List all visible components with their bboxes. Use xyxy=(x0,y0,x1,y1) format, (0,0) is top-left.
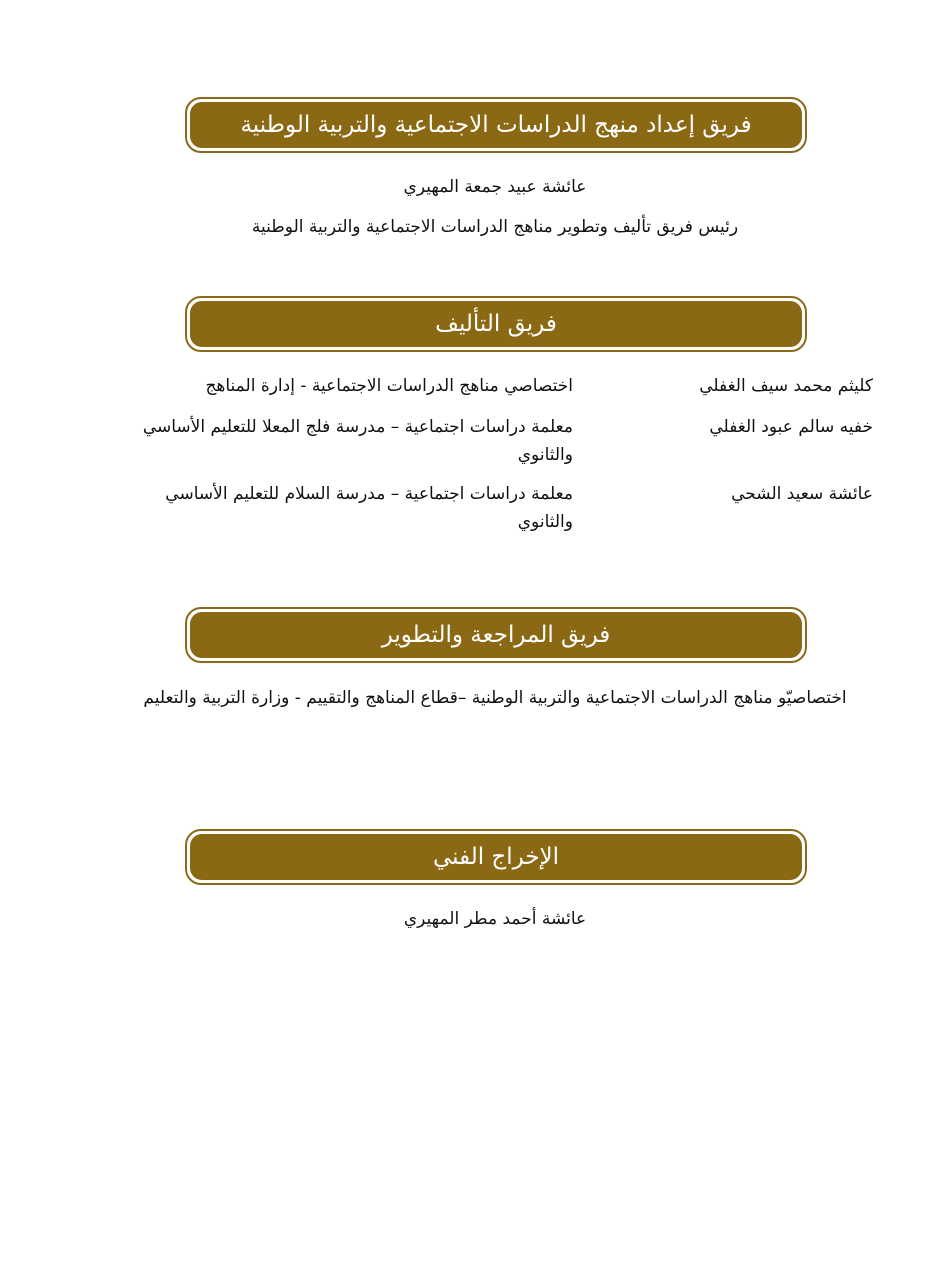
authoring-team-title: فريق التأليف xyxy=(190,301,802,347)
author-role: معلمة دراسات اجتماعية – مدرسة فلج المعلا للتعليم الأساسي والثانوي xyxy=(142,417,573,465)
author-role: اختصاصي مناهج الدراسات الاجتماعية - إدارة المناهج xyxy=(205,376,573,396)
review-team-text: اختصاصيّو مناهج الدراسات الاجتماعية والتربية الوطنية –قطاع المناهج والتقييم - وزارة التربية والتعليم xyxy=(143,688,847,708)
author-name: خفيه سالم عبود الغفلي xyxy=(709,417,873,437)
team-lead-role: رئيس فريق تأليف وتطوير مناهج الدراسات الاجتماعية والتربية الوطنية xyxy=(251,217,739,237)
technical-production-name: عائشة أحمد مطر المهيري xyxy=(403,909,587,929)
technical-production-title: الإخراج الفني xyxy=(190,834,802,880)
team-lead-name: عائشة عبيد جمعة المهيري xyxy=(403,177,587,197)
review-team-banner xyxy=(185,607,807,663)
authoring-team-banner xyxy=(185,296,807,352)
curriculum-team-banner xyxy=(185,97,807,153)
curriculum-team-title: فريق إعداد منهج الدراسات الاجتماعية والتربية الوطنية xyxy=(190,102,802,148)
author-name: كليثم محمد سيف الغفلي xyxy=(699,376,873,396)
technical-production-banner xyxy=(185,829,807,885)
author-role: معلمة دراسات اجتماعية – مدرسة السلام للتعليم الأساسي والثانوي xyxy=(165,484,573,532)
author-name: عائشة سعيد الشحي xyxy=(731,484,873,504)
review-team-title: فريق المراجعة والتطوير xyxy=(190,612,802,658)
